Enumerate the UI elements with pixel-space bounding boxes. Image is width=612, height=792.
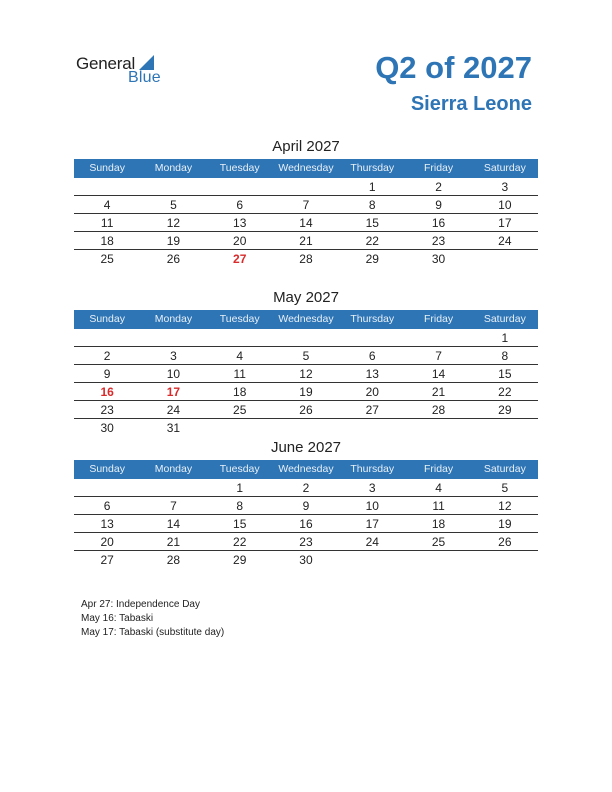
day-cell: 13 — [365, 367, 379, 381]
weekday-header: Thursday — [350, 463, 395, 475]
week-row — [74, 347, 538, 365]
day-cell: 23 — [299, 535, 313, 549]
day-cell: 15 — [365, 216, 379, 230]
day-cell: 30 — [431, 252, 446, 266]
week-row — [74, 479, 538, 497]
empty-day-cell — [140, 479, 206, 496]
week-row — [74, 178, 538, 196]
day-cell: 10 — [365, 499, 379, 513]
day-cell: 9 — [103, 367, 111, 381]
day-cell: 28 — [299, 252, 313, 266]
week-row — [74, 533, 538, 551]
day-cell: 28 — [431, 403, 446, 417]
empty-day-cell — [74, 178, 140, 195]
weekday-header: Wednesday — [278, 313, 334, 325]
day-cell: 8 — [236, 499, 244, 513]
month-title: June 2027 — [270, 439, 342, 456]
day-cell: 23 — [431, 234, 446, 248]
day-cell: 26 — [498, 535, 512, 549]
empty-day-cell — [405, 329, 471, 346]
day-cell: 2 — [103, 349, 111, 363]
day-cell: 22 — [233, 535, 247, 549]
empty-day-cell — [140, 329, 206, 346]
day-cell: 9 — [302, 499, 310, 513]
weekday-header: Wednesday — [278, 463, 334, 475]
day-cell: 7 — [302, 198, 310, 212]
day-cell: 20 — [233, 234, 247, 248]
week-row — [74, 515, 538, 533]
holiday-note: May 17: Tabaski (substitute day) — [81, 627, 225, 638]
day-cell: 25 — [100, 252, 114, 266]
day-cell: 7 — [170, 499, 177, 513]
week-row — [74, 250, 538, 267]
day-cell: 30 — [100, 421, 114, 435]
weekday-header-row — [74, 310, 538, 329]
day-cell: 13 — [233, 216, 247, 230]
weekday-header-row — [74, 460, 538, 479]
weekday-header: Saturday — [483, 162, 526, 174]
page-title: Q2 of 2027 — [375, 50, 532, 85]
empty-day-cell — [207, 178, 273, 195]
day-cell: 25 — [431, 535, 446, 549]
day-cell: 11 — [432, 499, 445, 513]
week-row — [74, 401, 538, 419]
day-cell: 22 — [365, 234, 379, 248]
weekday-header: Thursday — [350, 313, 395, 325]
weekday-header: Monday — [154, 162, 193, 174]
empty-day-cell — [339, 551, 405, 568]
week-row — [74, 365, 538, 383]
day-cell: 17 — [166, 385, 181, 399]
week-row — [74, 383, 538, 401]
empty-day-cell — [74, 329, 140, 346]
weekday-header: Sunday — [89, 162, 125, 174]
day-cell: 27 — [365, 403, 379, 417]
day-cell: 2 — [302, 481, 310, 495]
empty-day-cell — [273, 419, 339, 436]
day-cell: 14 — [431, 367, 446, 381]
day-cell: 4 — [236, 349, 244, 363]
day-cell: 16 — [299, 517, 313, 531]
day-cell: 6 — [103, 499, 111, 513]
day-cell: 8 — [368, 198, 376, 212]
month-title: April 2027 — [272, 138, 340, 155]
week-row — [74, 196, 538, 214]
logo-blue-text: Blue — [128, 69, 161, 86]
day-cell: 3 — [368, 481, 376, 495]
day-cell: 18 — [100, 234, 114, 248]
day-cell: 29 — [498, 403, 512, 417]
weekday-header: Monday — [154, 313, 193, 325]
empty-day-cell — [207, 329, 273, 346]
week-row — [74, 214, 538, 232]
day-cell: 19 — [166, 234, 181, 248]
day-cell: 19 — [299, 385, 313, 399]
day-cell: 4 — [435, 481, 442, 495]
day-cell: 26 — [166, 252, 181, 266]
day-cell: 3 — [501, 180, 509, 194]
day-cell: 22 — [498, 385, 512, 399]
week-row — [74, 497, 538, 515]
empty-day-cell — [74, 479, 140, 496]
day-cell: 29 — [233, 553, 247, 567]
day-cell: 6 — [236, 198, 244, 212]
day-cell: 11 — [100, 216, 114, 230]
day-cell: 13 — [100, 517, 114, 531]
weekday-header: Saturday — [483, 463, 526, 475]
day-cell: 9 — [435, 198, 442, 212]
day-cell: 15 — [498, 367, 512, 381]
weekday-header: Tuesday — [219, 162, 260, 174]
day-cell: 18 — [431, 517, 446, 531]
day-cell: 5 — [302, 349, 310, 363]
day-cell: 21 — [431, 385, 446, 399]
day-cell: 31 — [166, 421, 181, 435]
day-cell: 15 — [233, 517, 247, 531]
weekday-header: Thursday — [350, 162, 395, 174]
day-cell: 21 — [166, 535, 181, 549]
day-cell: 29 — [365, 252, 379, 266]
day-cell: 8 — [501, 349, 509, 363]
day-cell: 12 — [166, 216, 181, 230]
weekday-header: Friday — [423, 313, 454, 325]
weekday-header: Tuesday — [219, 313, 260, 325]
day-cell: 20 — [100, 535, 114, 549]
day-cell: 17 — [498, 216, 512, 230]
day-cell: 16 — [431, 216, 446, 230]
logo-triangle-icon — [139, 55, 154, 70]
day-cell: 23 — [100, 403, 114, 417]
weekday-header: Wednesday — [278, 162, 334, 174]
day-cell: 3 — [170, 349, 177, 363]
weekday-header: Saturday — [483, 313, 526, 325]
empty-day-cell — [472, 419, 538, 436]
day-cell: 26 — [299, 403, 313, 417]
day-cell: 12 — [299, 367, 313, 381]
day-cell: 6 — [368, 349, 376, 363]
day-cell: 4 — [103, 198, 111, 212]
day-cell: 25 — [233, 403, 247, 417]
empty-day-cell — [339, 329, 405, 346]
day-cell: 19 — [498, 517, 512, 531]
weekday-header: Sunday — [89, 313, 125, 325]
weekday-header-row — [74, 159, 538, 178]
day-cell: 27 — [233, 252, 247, 266]
month-title: May 2027 — [273, 289, 339, 306]
weekday-header: Friday — [423, 463, 454, 475]
day-cell: 2 — [435, 180, 442, 194]
day-cell: 21 — [299, 234, 313, 248]
day-cell: 10 — [166, 367, 181, 381]
month-april — [74, 136, 538, 267]
empty-day-cell — [472, 551, 538, 568]
week-row — [74, 232, 538, 250]
day-cell: 10 — [498, 198, 512, 212]
month-may — [74, 287, 538, 436]
day-cell: 14 — [299, 216, 313, 230]
generalblue-logo — [76, 54, 176, 88]
day-cell: 7 — [435, 349, 442, 363]
day-cell: 18 — [233, 385, 247, 399]
day-cell: 11 — [233, 367, 246, 381]
week-row — [74, 419, 538, 436]
weekday-header: Sunday — [89, 463, 125, 475]
day-cell: 5 — [501, 481, 509, 495]
holiday-notes — [81, 598, 224, 640]
holiday-note: May 16: Tabaski — [81, 613, 154, 624]
day-cell: 24 — [498, 234, 512, 248]
weekday-header: Monday — [154, 463, 193, 475]
day-cell: 17 — [365, 517, 379, 531]
week-row — [74, 329, 538, 347]
day-cell: 20 — [365, 385, 379, 399]
empty-day-cell — [140, 178, 206, 195]
empty-day-cell — [207, 419, 273, 436]
day-cell: 1 — [236, 481, 244, 495]
day-cell: 14 — [166, 517, 181, 531]
weekday-header: Tuesday — [219, 463, 260, 475]
empty-day-cell — [405, 419, 471, 436]
page-subtitle: Sierra Leone — [410, 93, 532, 115]
logo-general-text: General — [76, 54, 136, 73]
holiday-note: Apr 27: Independence Day — [81, 599, 200, 610]
day-cell: 27 — [100, 553, 114, 567]
day-cell: 5 — [170, 198, 177, 212]
day-cell: 24 — [365, 535, 379, 549]
empty-day-cell — [339, 419, 405, 436]
day-cell: 30 — [299, 553, 313, 567]
day-cell: 16 — [100, 385, 114, 399]
month-june — [74, 437, 538, 568]
day-cell: 24 — [166, 403, 181, 417]
day-cell: 1 — [368, 180, 376, 194]
empty-day-cell — [405, 551, 471, 568]
day-cell: 12 — [498, 499, 512, 513]
weekday-header: Friday — [423, 162, 454, 174]
empty-day-cell — [273, 178, 339, 195]
empty-day-cell — [273, 329, 339, 346]
empty-day-cell — [472, 250, 538, 267]
day-cell: 28 — [166, 553, 181, 567]
day-cell: 1 — [501, 331, 509, 345]
week-row — [74, 551, 538, 568]
